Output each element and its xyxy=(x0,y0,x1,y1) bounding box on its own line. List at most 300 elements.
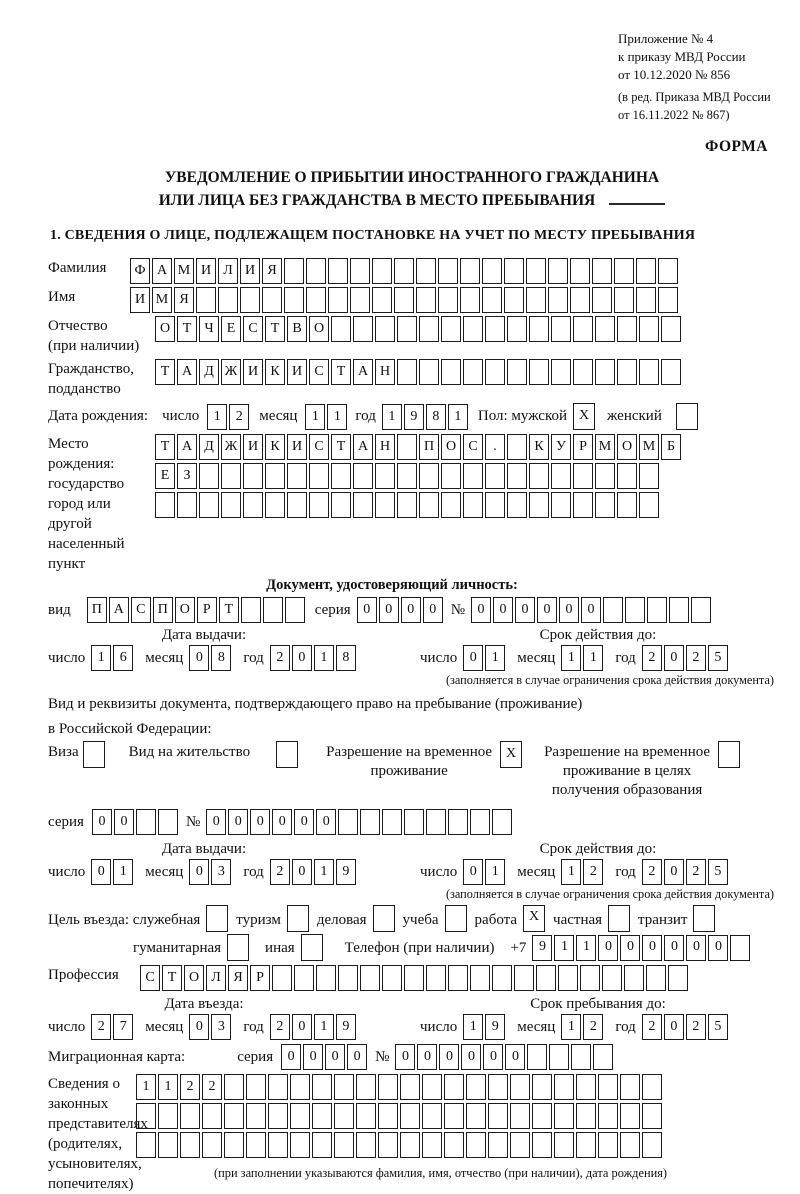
representatives-cell[interactable] xyxy=(356,1074,376,1100)
surname-cell[interactable]: А xyxy=(152,258,172,284)
residence-series-cell[interactable]: 0 xyxy=(92,809,112,835)
profession-cell[interactable] xyxy=(470,965,490,991)
patronymic-cell[interactable] xyxy=(529,316,549,342)
birth-place-cell[interactable] xyxy=(375,463,395,489)
patronymic-cell[interactable] xyxy=(551,316,571,342)
birth-place-cell[interactable] xyxy=(573,463,593,489)
birth-place-cell[interactable] xyxy=(199,463,219,489)
representatives-cell[interactable] xyxy=(422,1103,442,1129)
representatives-cell[interactable] xyxy=(136,1103,156,1129)
expiry-month-cell[interactable]: 1 xyxy=(583,645,603,671)
doc-number-cell[interactable]: 0 xyxy=(581,597,601,623)
birth-place-cell[interactable]: М xyxy=(595,434,615,460)
purpose-study-checkbox[interactable] xyxy=(445,905,467,932)
birth-place-cell[interactable] xyxy=(507,492,527,518)
temp-residence-education-checkbox[interactable] xyxy=(718,741,740,768)
profession-cell[interactable] xyxy=(272,965,292,991)
expiry-year-cell[interactable]: 5 xyxy=(708,645,728,671)
issue-month-cell[interactable]: 0 xyxy=(189,645,209,671)
res-expiry-day-cell[interactable]: 0 xyxy=(463,859,483,885)
doc-kind-cell[interactable]: О xyxy=(175,597,195,623)
surname-cell[interactable] xyxy=(306,258,326,284)
birth-place-cell[interactable] xyxy=(551,492,571,518)
birth-place-cell[interactable] xyxy=(441,463,461,489)
patronymic-cell[interactable]: Е xyxy=(221,316,241,342)
representatives-cell[interactable] xyxy=(532,1074,552,1100)
birth-place-cell[interactable] xyxy=(573,492,593,518)
entry-year-cell[interactable]: 9 xyxy=(336,1014,356,1040)
surname-cell[interactable]: Ф xyxy=(130,258,150,284)
res-issue-year-cell[interactable]: 1 xyxy=(314,859,334,885)
stay-year-cell[interactable]: 5 xyxy=(708,1014,728,1040)
issue-month-cell[interactable]: 8 xyxy=(211,645,231,671)
citizenship-cell[interactable]: А xyxy=(353,359,373,385)
residence-permit-checkbox[interactable] xyxy=(276,741,298,768)
profession-cell[interactable]: Л xyxy=(206,965,226,991)
citizenship-cell[interactable] xyxy=(463,359,483,385)
patronymic-cell[interactable] xyxy=(353,316,373,342)
representatives-cell[interactable] xyxy=(642,1103,662,1129)
birth-place-cell[interactable]: О xyxy=(441,434,461,460)
representatives-cell[interactable] xyxy=(444,1074,464,1100)
purpose-business-checkbox[interactable] xyxy=(373,905,395,932)
representatives-cell[interactable] xyxy=(598,1074,618,1100)
surname-cell[interactable] xyxy=(592,258,612,284)
migration-number-cell[interactable]: 0 xyxy=(395,1044,415,1070)
doc-number-cell[interactable] xyxy=(691,597,711,623)
expiry-day-cell[interactable]: 1 xyxy=(485,645,505,671)
birth-place-cell[interactable] xyxy=(375,492,395,518)
residence-series-cell[interactable] xyxy=(136,809,156,835)
representatives-cell[interactable] xyxy=(488,1074,508,1100)
expiry-year-cell[interactable]: 0 xyxy=(664,645,684,671)
representatives-cell[interactable] xyxy=(224,1103,244,1129)
surname-cell[interactable]: Л xyxy=(218,258,238,284)
res-expiry-month-cell[interactable]: 1 xyxy=(561,859,581,885)
expiry-day-cell[interactable]: 0 xyxy=(463,645,483,671)
phone-cell[interactable]: 1 xyxy=(576,935,596,961)
birth-place-cell[interactable] xyxy=(617,492,637,518)
representatives-cell[interactable] xyxy=(268,1103,288,1129)
firstname-cell[interactable] xyxy=(460,287,480,313)
representatives-cell[interactable] xyxy=(466,1132,486,1158)
surname-cell[interactable] xyxy=(350,258,370,284)
patronymic-cell[interactable]: С xyxy=(243,316,263,342)
representatives-cell[interactable] xyxy=(378,1074,398,1100)
expiry-month-cell[interactable]: 1 xyxy=(561,645,581,671)
residence-number-cell[interactable]: 0 xyxy=(206,809,226,835)
doc-kind-cell[interactable] xyxy=(263,597,283,623)
phone-cell[interactable]: 0 xyxy=(642,935,662,961)
representatives-cell[interactable] xyxy=(202,1132,222,1158)
profession-cell[interactable] xyxy=(492,965,512,991)
entry-year-cell[interactable]: 2 xyxy=(270,1014,290,1040)
birth-place-cell[interactable] xyxy=(507,463,527,489)
representatives-cell[interactable] xyxy=(202,1103,222,1129)
residence-number-cell[interactable] xyxy=(382,809,402,835)
surname-cell[interactable] xyxy=(504,258,524,284)
residence-number-cell[interactable] xyxy=(404,809,424,835)
representatives-cell[interactable] xyxy=(312,1103,332,1129)
citizenship-cell[interactable] xyxy=(573,359,593,385)
representatives-cell[interactable] xyxy=(620,1132,640,1158)
migration-series-cell[interactable]: 0 xyxy=(325,1044,345,1070)
representatives-cell[interactable] xyxy=(532,1103,552,1129)
surname-cell[interactable] xyxy=(614,258,634,284)
birth-place-cell[interactable]: П xyxy=(419,434,439,460)
birth-month-cell[interactable]: 1 xyxy=(327,404,347,430)
profession-cell[interactable] xyxy=(404,965,424,991)
residence-number-cell[interactable]: 0 xyxy=(294,809,314,835)
representatives-cell[interactable] xyxy=(620,1103,640,1129)
profession-cell[interactable]: Т xyxy=(162,965,182,991)
residence-number-cell[interactable] xyxy=(426,809,446,835)
birth-place-cell[interactable] xyxy=(265,463,285,489)
citizenship-cell[interactable]: С xyxy=(309,359,329,385)
representatives-cell[interactable] xyxy=(312,1132,332,1158)
birth-place-cell[interactable] xyxy=(419,492,439,518)
patronymic-cell[interactable]: Т xyxy=(265,316,285,342)
representatives-cell[interactable]: 1 xyxy=(136,1074,156,1100)
representatives-cell[interactable] xyxy=(312,1074,332,1100)
purpose-service-checkbox[interactable] xyxy=(206,905,228,932)
birth-place-cell[interactable] xyxy=(243,463,263,489)
citizenship-cell[interactable] xyxy=(617,359,637,385)
birth-place-cell[interactable] xyxy=(397,434,417,460)
profession-cell[interactable] xyxy=(624,965,644,991)
doc-number-cell[interactable] xyxy=(603,597,623,623)
citizenship-cell[interactable]: Т xyxy=(331,359,351,385)
birth-place-cell[interactable] xyxy=(639,492,659,518)
birth-place-cell[interactable] xyxy=(177,492,197,518)
patronymic-cell[interactable]: О xyxy=(309,316,329,342)
profession-cell[interactable] xyxy=(536,965,556,991)
firstname-cell[interactable] xyxy=(526,287,546,313)
entry-day-cell[interactable]: 2 xyxy=(91,1014,111,1040)
representatives-cell[interactable] xyxy=(290,1074,310,1100)
res-issue-month-cell[interactable]: 3 xyxy=(211,859,231,885)
representatives-cell[interactable] xyxy=(620,1074,640,1100)
profession-cell[interactable] xyxy=(338,965,358,991)
citizenship-cell[interactable]: А xyxy=(177,359,197,385)
surname-cell[interactable]: М xyxy=(174,258,194,284)
firstname-cell[interactable] xyxy=(328,287,348,313)
firstname-cell[interactable] xyxy=(306,287,326,313)
profession-cell[interactable]: С xyxy=(140,965,160,991)
birth-place-cell[interactable]: . xyxy=(485,434,505,460)
birth-place-cell[interactable]: К xyxy=(265,434,285,460)
res-expiry-year-cell[interactable]: 5 xyxy=(708,859,728,885)
representatives-cell[interactable] xyxy=(246,1103,266,1129)
migration-number-cell[interactable]: 0 xyxy=(439,1044,459,1070)
patronymic-cell[interactable] xyxy=(397,316,417,342)
patronymic-cell[interactable]: О xyxy=(155,316,175,342)
citizenship-cell[interactable] xyxy=(485,359,505,385)
profession-cell[interactable] xyxy=(294,965,314,991)
patronymic-cell[interactable] xyxy=(485,316,505,342)
patronymic-cell[interactable] xyxy=(331,316,351,342)
birth-place-cell[interactable]: Т xyxy=(155,434,175,460)
doc-number-cell[interactable]: 0 xyxy=(559,597,579,623)
firstname-cell[interactable] xyxy=(284,287,304,313)
citizenship-cell[interactable] xyxy=(595,359,615,385)
firstname-cell[interactable] xyxy=(394,287,414,313)
birth-place-cell[interactable] xyxy=(309,492,329,518)
birth-place-cell[interactable] xyxy=(551,463,571,489)
representatives-cell[interactable] xyxy=(400,1074,420,1100)
birth-place-cell[interactable]: С xyxy=(309,434,329,460)
representatives-cell[interactable] xyxy=(598,1103,618,1129)
profession-cell[interactable]: Р xyxy=(250,965,270,991)
citizenship-cell[interactable] xyxy=(507,359,527,385)
profession-cell[interactable] xyxy=(360,965,380,991)
representatives-cell[interactable] xyxy=(356,1103,376,1129)
stay-day-cell[interactable]: 1 xyxy=(463,1014,483,1040)
birth-place-cell[interactable]: Е xyxy=(155,463,175,489)
birth-place-cell[interactable] xyxy=(265,492,285,518)
stay-month-cell[interactable]: 2 xyxy=(583,1014,603,1040)
profession-cell[interactable] xyxy=(558,965,578,991)
profession-cell[interactable] xyxy=(646,965,666,991)
patronymic-cell[interactable] xyxy=(661,316,681,342)
temp-residence-checkbox[interactable]: X xyxy=(500,741,522,768)
migration-number-cell[interactable]: 0 xyxy=(461,1044,481,1070)
birth-place-cell[interactable]: Н xyxy=(375,434,395,460)
birth-place-cell[interactable] xyxy=(529,463,549,489)
representatives-cell[interactable] xyxy=(334,1103,354,1129)
migration-number-cell[interactable] xyxy=(593,1044,613,1070)
phone-cell[interactable] xyxy=(730,935,750,961)
birth-place-cell[interactable] xyxy=(441,492,461,518)
birth-place-cell[interactable]: О xyxy=(617,434,637,460)
surname-cell[interactable]: И xyxy=(196,258,216,284)
birth-place-cell[interactable]: У xyxy=(551,434,571,460)
representatives-cell[interactable] xyxy=(466,1103,486,1129)
residence-number-cell[interactable] xyxy=(360,809,380,835)
doc-kind-cell[interactable]: А xyxy=(109,597,129,623)
citizenship-cell[interactable] xyxy=(441,359,461,385)
purpose-work-checkbox[interactable]: X xyxy=(523,905,545,932)
patronymic-cell[interactable]: Ч xyxy=(199,316,219,342)
representatives-cell[interactable] xyxy=(268,1132,288,1158)
representatives-cell[interactable] xyxy=(334,1132,354,1158)
representatives-cell[interactable] xyxy=(510,1074,530,1100)
residence-number-cell[interactable]: 0 xyxy=(228,809,248,835)
birth-place-cell[interactable] xyxy=(353,492,373,518)
surname-cell[interactable] xyxy=(460,258,480,284)
blank-underline[interactable] xyxy=(609,191,665,205)
birth-place-cell[interactable] xyxy=(595,463,615,489)
res-issue-year-cell[interactable]: 0 xyxy=(292,859,312,885)
doc-kind-cell[interactable]: П xyxy=(87,597,107,623)
representatives-cell[interactable] xyxy=(444,1103,464,1129)
patronymic-cell[interactable]: В xyxy=(287,316,307,342)
representatives-cell[interactable] xyxy=(224,1132,244,1158)
res-expiry-year-cell[interactable]: 2 xyxy=(642,859,662,885)
birth-place-cell[interactable] xyxy=(507,434,527,460)
patronymic-cell[interactable] xyxy=(463,316,483,342)
representatives-cell[interactable]: 1 xyxy=(158,1074,178,1100)
citizenship-cell[interactable] xyxy=(661,359,681,385)
firstname-cell[interactable] xyxy=(658,287,678,313)
issue-year-cell[interactable]: 0 xyxy=(292,645,312,671)
patronymic-cell[interactable] xyxy=(419,316,439,342)
birth-place-cell[interactable] xyxy=(529,492,549,518)
doc-number-cell[interactable]: 0 xyxy=(537,597,557,623)
birth-year-cell[interactable]: 8 xyxy=(426,404,446,430)
patronymic-cell[interactable] xyxy=(617,316,637,342)
representatives-cell[interactable] xyxy=(224,1074,244,1100)
stay-year-cell[interactable]: 2 xyxy=(642,1014,662,1040)
representatives-cell[interactable] xyxy=(158,1103,178,1129)
profession-cell[interactable] xyxy=(580,965,600,991)
res-issue-month-cell[interactable]: 0 xyxy=(189,859,209,885)
birth-place-cell[interactable]: Д xyxy=(199,434,219,460)
representatives-cell[interactable] xyxy=(444,1132,464,1158)
birth-place-cell[interactable] xyxy=(485,492,505,518)
migration-number-cell[interactable]: 0 xyxy=(483,1044,503,1070)
purpose-tourism-checkbox[interactable] xyxy=(287,905,309,932)
birth-place-cell[interactable] xyxy=(331,492,351,518)
entry-day-cell[interactable]: 7 xyxy=(113,1014,133,1040)
doc-number-cell[interactable] xyxy=(647,597,667,623)
citizenship-cell[interactable] xyxy=(397,359,417,385)
migration-series-cell[interactable]: 0 xyxy=(303,1044,323,1070)
representatives-cell[interactable] xyxy=(246,1074,266,1100)
phone-cell[interactable]: 9 xyxy=(532,935,552,961)
surname-cell[interactable] xyxy=(482,258,502,284)
birth-year-cell[interactable]: 9 xyxy=(404,404,424,430)
migration-number-cell[interactable]: 0 xyxy=(505,1044,525,1070)
citizenship-cell[interactable]: Н xyxy=(375,359,395,385)
doc-kind-cell[interactable]: Р xyxy=(197,597,217,623)
birth-place-cell[interactable] xyxy=(463,492,483,518)
citizenship-cell[interactable] xyxy=(639,359,659,385)
representatives-cell[interactable] xyxy=(400,1132,420,1158)
surname-cell[interactable] xyxy=(284,258,304,284)
birth-place-cell[interactable] xyxy=(397,463,417,489)
res-issue-day-cell[interactable]: 0 xyxy=(91,859,111,885)
birth-place-cell[interactable] xyxy=(617,463,637,489)
firstname-cell[interactable] xyxy=(592,287,612,313)
purpose-transit-checkbox[interactable] xyxy=(693,905,715,932)
firstname-cell[interactable] xyxy=(438,287,458,313)
patronymic-cell[interactable] xyxy=(639,316,659,342)
citizenship-cell[interactable]: Д xyxy=(199,359,219,385)
birth-place-cell[interactable] xyxy=(287,492,307,518)
expiry-year-cell[interactable]: 2 xyxy=(642,645,662,671)
representatives-cell[interactable] xyxy=(246,1132,266,1158)
stay-day-cell[interactable]: 9 xyxy=(485,1014,505,1040)
birth-place-cell[interactable]: С xyxy=(463,434,483,460)
firstname-cell[interactable] xyxy=(548,287,568,313)
surname-cell[interactable]: Я xyxy=(262,258,282,284)
surname-cell[interactable] xyxy=(658,258,678,284)
birth-place-cell[interactable] xyxy=(221,463,241,489)
firstname-cell[interactable] xyxy=(416,287,436,313)
surname-cell[interactable] xyxy=(570,258,590,284)
patronymic-cell[interactable] xyxy=(375,316,395,342)
doc-number-cell[interactable] xyxy=(625,597,645,623)
profession-cell[interactable] xyxy=(602,965,622,991)
doc-kind-cell[interactable] xyxy=(241,597,261,623)
firstname-cell[interactable] xyxy=(482,287,502,313)
representatives-cell[interactable] xyxy=(422,1074,442,1100)
birth-day-cell[interactable]: 1 xyxy=(207,404,227,430)
birth-place-cell[interactable] xyxy=(287,463,307,489)
surname-cell[interactable]: И xyxy=(240,258,260,284)
birth-place-cell[interactable]: А xyxy=(353,434,373,460)
residence-number-cell[interactable]: 0 xyxy=(316,809,336,835)
profession-cell[interactable]: Я xyxy=(228,965,248,991)
firstname-cell[interactable] xyxy=(614,287,634,313)
issue-year-cell[interactable]: 2 xyxy=(270,645,290,671)
birth-place-cell[interactable] xyxy=(331,463,351,489)
birth-place-cell[interactable]: И xyxy=(287,434,307,460)
citizenship-cell[interactable]: И xyxy=(287,359,307,385)
firstname-cell[interactable] xyxy=(372,287,392,313)
entry-month-cell[interactable]: 0 xyxy=(189,1014,209,1040)
issue-year-cell[interactable]: 1 xyxy=(314,645,334,671)
firstname-cell[interactable] xyxy=(636,287,656,313)
phone-cell[interactable]: 0 xyxy=(598,935,618,961)
surname-cell[interactable] xyxy=(328,258,348,284)
issue-day-cell[interactable]: 1 xyxy=(91,645,111,671)
birth-place-cell[interactable] xyxy=(309,463,329,489)
birth-place-cell[interactable]: М xyxy=(639,434,659,460)
birth-place-cell[interactable] xyxy=(397,492,417,518)
representatives-cell[interactable] xyxy=(642,1132,662,1158)
representatives-cell[interactable] xyxy=(136,1132,156,1158)
purpose-humanitarian-checkbox[interactable] xyxy=(227,934,249,961)
birth-place-cell[interactable] xyxy=(639,463,659,489)
profession-cell[interactable]: О xyxy=(184,965,204,991)
phone-cell[interactable]: 0 xyxy=(620,935,640,961)
surname-cell[interactable] xyxy=(636,258,656,284)
birth-place-cell[interactable]: Т xyxy=(331,434,351,460)
sex-female-checkbox[interactable] xyxy=(676,403,698,430)
representatives-cell[interactable] xyxy=(576,1132,596,1158)
issue-day-cell[interactable]: 6 xyxy=(113,645,133,671)
birth-place-cell[interactable] xyxy=(595,492,615,518)
representatives-cell[interactable] xyxy=(510,1132,530,1158)
firstname-cell[interactable] xyxy=(570,287,590,313)
birth-place-cell[interactable] xyxy=(353,463,373,489)
surname-cell[interactable] xyxy=(548,258,568,284)
migration-number-cell[interactable]: 0 xyxy=(417,1044,437,1070)
migration-series-cell[interactable]: 0 xyxy=(347,1044,367,1070)
migration-series-cell[interactable]: 0 xyxy=(281,1044,301,1070)
representatives-cell[interactable] xyxy=(180,1132,200,1158)
representatives-cell[interactable] xyxy=(158,1132,178,1158)
representatives-cell[interactable] xyxy=(554,1103,574,1129)
representatives-cell[interactable] xyxy=(290,1132,310,1158)
surname-cell[interactable] xyxy=(416,258,436,284)
purpose-other-checkbox[interactable] xyxy=(301,934,323,961)
firstname-cell[interactable] xyxy=(262,287,282,313)
representatives-cell[interactable] xyxy=(400,1103,420,1129)
birth-place-cell[interactable] xyxy=(199,492,219,518)
representatives-cell[interactable] xyxy=(642,1074,662,1100)
birth-place-cell[interactable]: Ж xyxy=(221,434,241,460)
sex-male-checkbox[interactable]: X xyxy=(573,403,595,430)
phone-cell[interactable]: 0 xyxy=(686,935,706,961)
profession-cell[interactable] xyxy=(382,965,402,991)
patronymic-cell[interactable] xyxy=(595,316,615,342)
representatives-cell[interactable] xyxy=(334,1074,354,1100)
res-issue-year-cell[interactable]: 2 xyxy=(270,859,290,885)
representatives-cell[interactable] xyxy=(598,1132,618,1158)
